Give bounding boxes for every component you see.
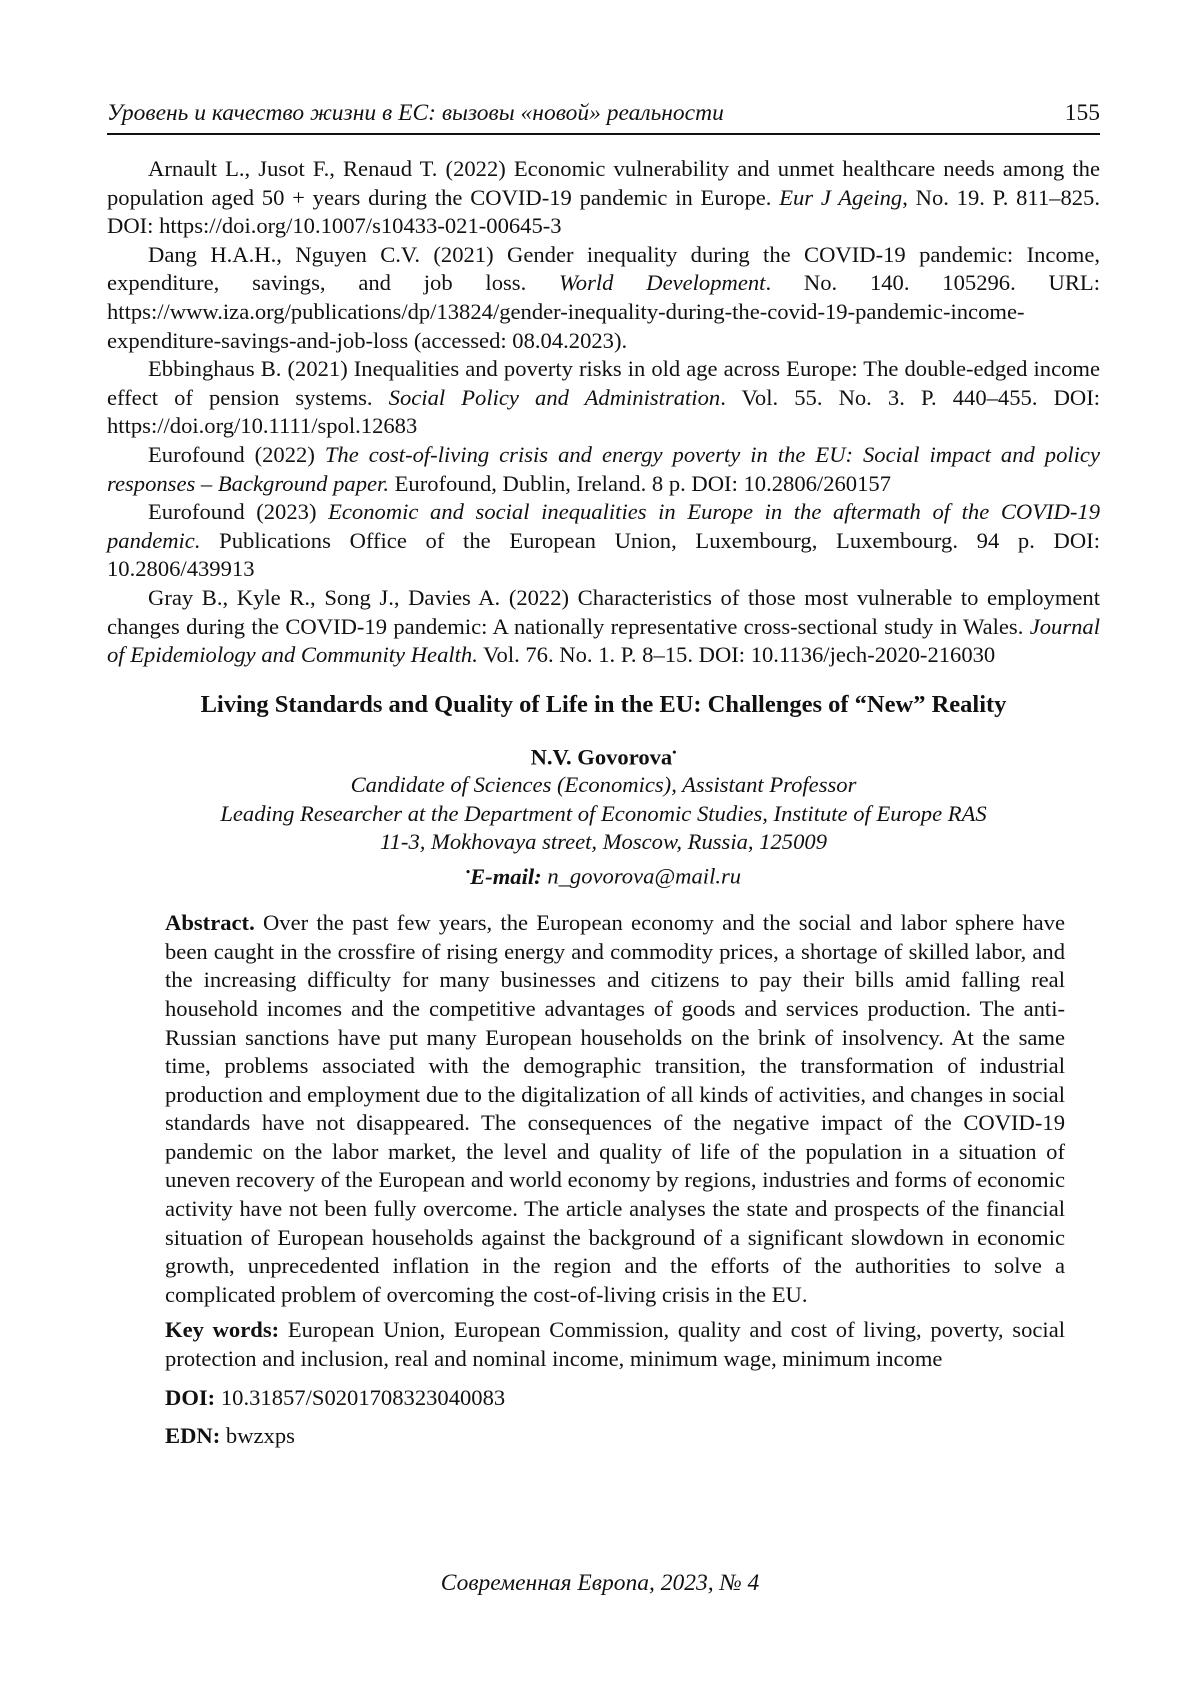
email-link[interactable]: n_govorova@mail.ru bbox=[547, 863, 742, 889]
reference-list bbox=[107, 155, 1100, 670]
author-address: 11-3, Mokhovaya street, Moscow, Russia, 125009 bbox=[380, 829, 827, 855]
running-header bbox=[107, 100, 1100, 135]
page bbox=[107, 100, 1100, 1451]
page-number: 155 bbox=[1064, 100, 1100, 126]
abstract: Abstract. Over the past few years, the European economy and the social and labor sphere have been caught in the crossfire of rising energy and commodity prices, a shortage of skilled labor, and the increasing difficulty for many businesses and citizens to pay their bills amid falling real household incomes and the competitive advantages of goods and services production. The anti-Russian sanctions have put many European households on the brink of insolvency. At the same time, problems associated with the demographic transition, the transformation of industrial production and employment due to the digitalization of all kinds of activities, and changes in social standards have not disappeared. The consequences of the negative impact of the COVID-19 pandemic on the labor market, the level and quality of life of the population in a situation of uneven recovery of the European and world economy by regions, industries and forms of economic activity have not been fully overcome. The article analyses the state and prospects of the financial situation of European households against the background of a significant slowdown in economic growth, unprecedented inflation in the region and the efforts of the authorities to solve a complicated problem of overcoming the cost-of-living crisis in the EU. bbox=[165, 910, 1065, 1307]
article-title: Living Standards and Quality of Life in the EU: Challenges of “New” Reality bbox=[200, 690, 1007, 718]
reference-item: Dang H.A.H., Nguyen C.V. (2021) Gender inequality during the COVID-19 pandemic: Income, expenditure, savings, and job loss. World Development. No. 140. 105296. URL: https://www.iza.org/publications/dp/13824/gender-inequality-during-the-covid-19-pandemic-income-expenditure-savings-and-job-loss (accessed: 08.04.2023). bbox=[107, 241, 1101, 353]
edn: EDN: bwzxps bbox=[165, 1423, 295, 1449]
journal-footer: Современная Европа, 2023, № 4 bbox=[440, 1570, 760, 1596]
reference-item: Gray B., Kyle R., Song J., Davies A. (2022) Characteristics of those most vulnerable to employment changes during the COVID-19 pandemic: A nationally representative cross-sectional study in Wales. Journal of Epidemiology and Community Health. Vol. 76. No. 1. P. 8–15. DOI: 10.1136/jech-2020-216030 bbox=[107, 584, 1100, 668]
reference-item: Arnault L., Jusot F., Renaud T. (2022) Economic vulnerability and unmet healthcare needs among the population aged 50 + years during the COVID-19 pandemic in Europe. Eur J Ageing, No. 19. P. 811–825. DOI: https://doi.org/10.1007/s10433-021-00645-3 bbox=[107, 156, 1100, 239]
author-degree: Candidate of Sciences (Economics), Assistant Professor bbox=[350, 772, 857, 798]
reference-item: Eurofound (2023) Economic and social inequalities in Europe in the aftermath of the COVID-19 pandemic. Publications Office of the European Union, Luxembourg, Luxembourg. 94 p. DOI: 10.2806/439913 bbox=[107, 499, 1100, 582]
author-name: N.V. Govorova• bbox=[530, 744, 677, 770]
running-header-title: Уровень и качество жизни в ЕС: вызовы «новой» реальности bbox=[107, 100, 724, 126]
doi: DOI: 10.31857/S0201708323040083 bbox=[165, 1384, 506, 1410]
keywords: Key words: European Union, European Commission, quality and cost of living, poverty, social protection and inclusion, real and nominal income, minimum wage, minimum income bbox=[165, 1317, 1065, 1372]
abstract-block bbox=[165, 909, 1065, 1451]
reference-item: Eurofound (2022) The cost-of-living crisis and energy poverty in the EU: Social impact and policy responses – Background paper. Eurofound, Dublin, Ireland. 8 p. DOI: 10.2806/260157 bbox=[107, 441, 1100, 496]
reference-item: Ebbinghaus B. (2021) Inequalities and poverty risks in old age across Europe: The double-edged income effect of pension systems. Social Policy and Administration. Vol. 55. No. 3. P. 440–455. DOI: https://doi.org/10.1111/spol.12683 bbox=[107, 356, 1100, 439]
author-position: Leading Researcher at the Department of Economic Studies, Institute of Europe RAS bbox=[220, 800, 987, 826]
author-email: •E-mail: n_govorova@mail.ru bbox=[465, 863, 742, 889]
